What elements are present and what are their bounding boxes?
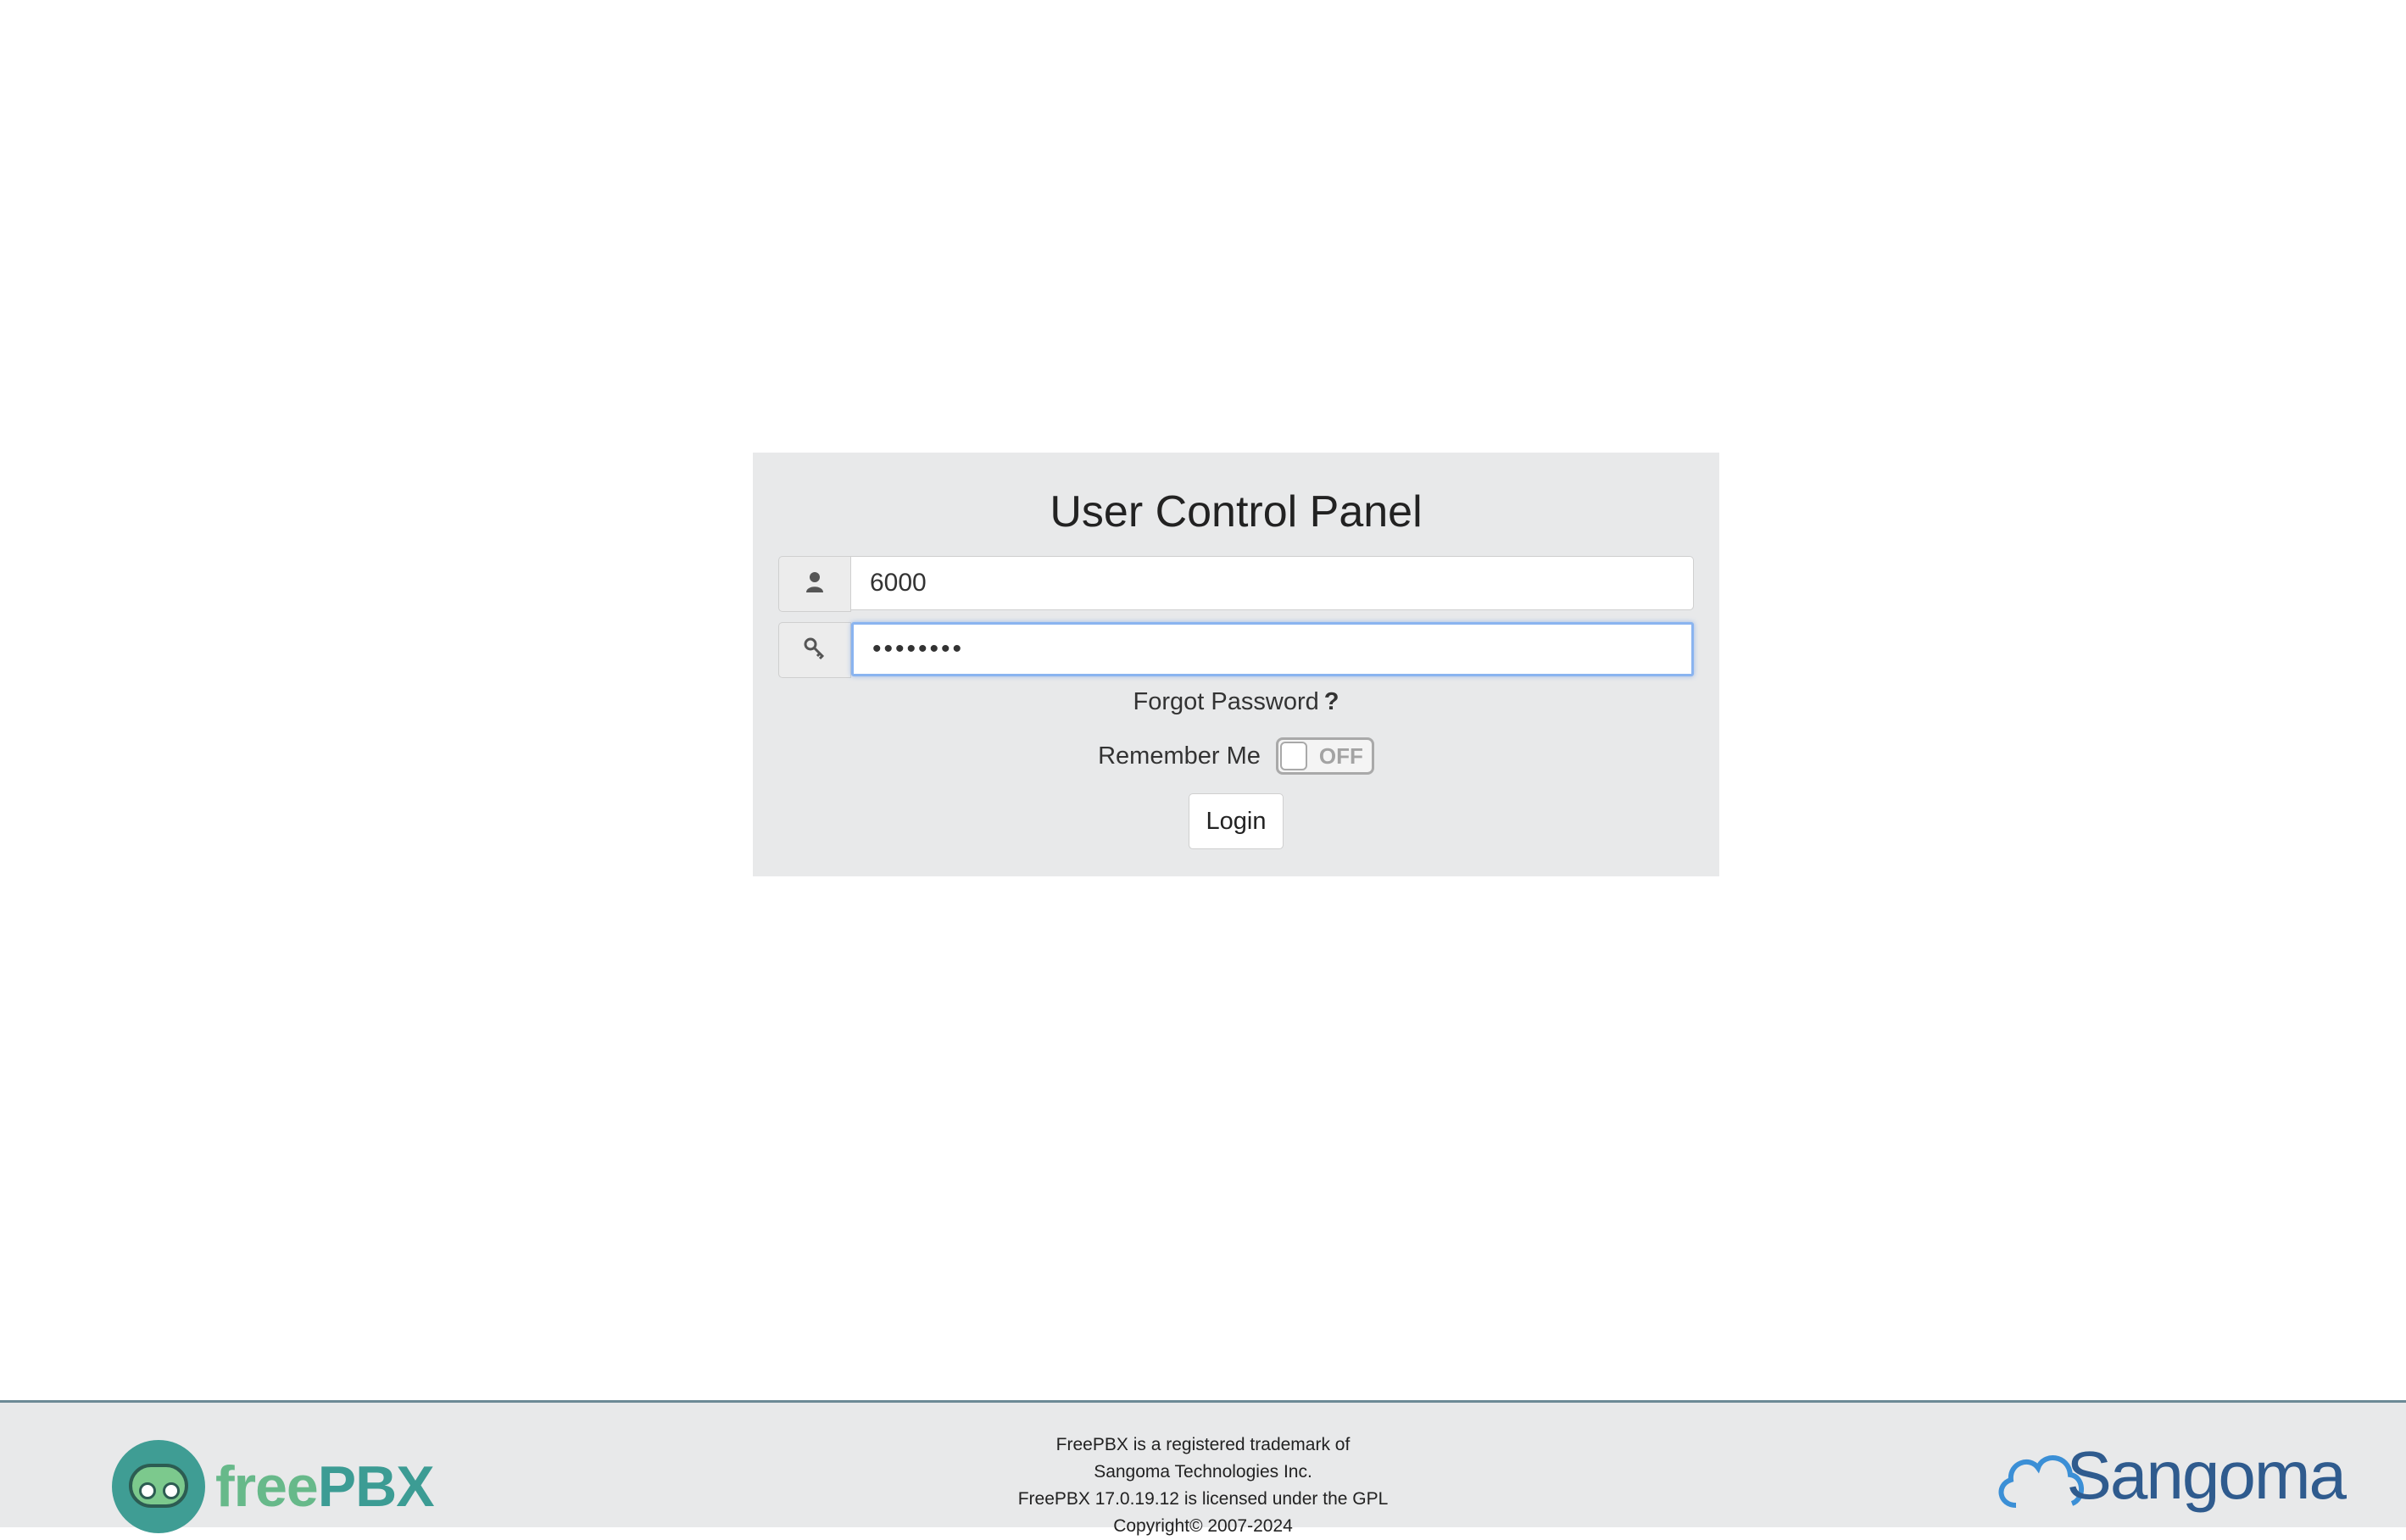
sangoma-logo[interactable] xyxy=(1991,1437,2345,1515)
brand-free: free xyxy=(215,1454,318,1519)
toggle-state: OFF xyxy=(1318,743,1363,769)
footer-line: Sangoma Technologies Inc. xyxy=(1094,1462,1312,1482)
page-title: User Control Panel xyxy=(1050,487,1423,536)
footer-line: FreePBX is a registered trademark of xyxy=(1055,1435,1351,1454)
forgot-password-link[interactable] xyxy=(753,688,1719,716)
toggle-knob[interactable] xyxy=(1280,742,1307,770)
remember-me-toggle[interactable] xyxy=(1276,737,1374,775)
user-icon xyxy=(805,571,824,598)
remember-me-row xyxy=(753,737,1719,775)
username-input[interactable] xyxy=(851,556,1694,610)
footer-line: Copyright© 2007-2024 xyxy=(1113,1516,1293,1536)
brand-pbx: PBX xyxy=(317,1454,434,1519)
key-icon xyxy=(803,637,827,664)
login-button[interactable]: Login xyxy=(1189,793,1284,849)
username-addon xyxy=(778,556,851,612)
sangoma-wordmark: Sangoma xyxy=(2066,1437,2345,1513)
forgot-password-label[interactable]: Forgot Password xyxy=(1133,688,1319,715)
password-input[interactable] xyxy=(851,622,1694,676)
password-addon xyxy=(778,622,851,678)
footer-line: FreePBX 17.0.19.12 is licensed under the GPL xyxy=(1017,1489,1389,1509)
password-group xyxy=(778,622,1694,678)
question-icon[interactable]: ? xyxy=(1323,688,1339,715)
footer xyxy=(0,1400,2406,1536)
login-panel xyxy=(753,453,1719,876)
remember-me-label: Remember Me xyxy=(1098,742,1261,770)
username-group xyxy=(778,556,1694,612)
